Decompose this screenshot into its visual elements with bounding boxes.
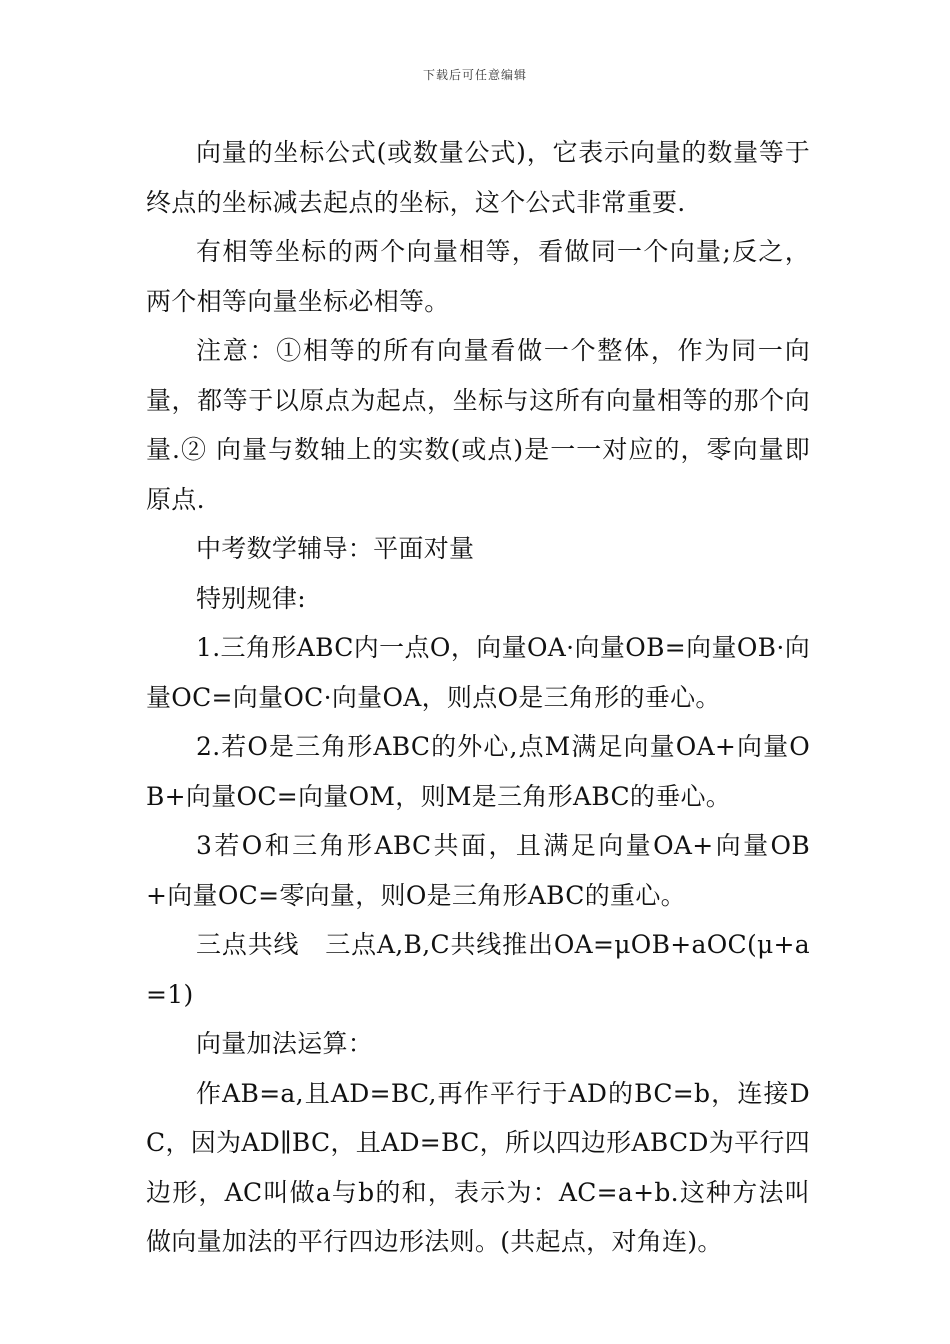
- paragraph-special-rules: 特别规律:: [196, 583, 306, 613]
- paragraph-vector-addition: 作AB=a,且AD=BC,再作平行于AD的BC=b，连接DC，因为AD∥BC，且AD=BC，所以四边形ABCD为平行四边形，AC叫做a与b的和，表示为：AC=a+b.这种方法叫做向量加法的平行四边形法则。(共起点，对角连)。: [146, 1078, 810, 1256]
- page-header: 下载后可任意编辑: [422, 68, 527, 82]
- document-body: [146, 128, 810, 1267]
- paragraph-vector-addition-title: 向量加法运算：: [196, 1029, 374, 1058]
- paragraph-rule-1: 1.三角形ABC内一点O，向量OA·向量OB=向量OB·向量OC=向量OC·向量OA，则点O是三角形的垂心。: [146, 633, 810, 712]
- paragraph-rule-3: 3若O和三角形ABC共面，且满足向量OA+向量OB+向量OC=零向量，则O是三角形ABC的重心。: [146, 831, 810, 910]
- paragraph-vector-coordinate-formula: 向量的坐标公式(或数量公式)，它表示向量的数量等于终点的坐标减去起点的坐标，这个公式非常重要.: [146, 138, 810, 217]
- paragraph-collinear: 三点共线 三点A,B,C共线推出OA=μOB+aOC(μ+a=1): [146, 930, 810, 1009]
- paragraph-note: 注意：①相等的所有向量看做一个整体，作为同一向量，都等于以原点为起点，坐标与这所有向量相等的那个向量.② 向量与数轴上的实数(或点)是一一对应的，零向量即原点.: [146, 336, 810, 514]
- paragraph-section-title: 中考数学辅导：平面对量: [196, 534, 475, 563]
- paragraph-rule-2: 2.若O是三角形ABC的外心,点M满足向量OA+向量OB+向量OC=向量OM，则M是三角形ABC的垂心。: [146, 732, 810, 811]
- paragraph-equal-vectors: 有相等坐标的两个向量相等，看做同一个向量;反之，两个相等向量坐标必相等。: [146, 237, 810, 316]
